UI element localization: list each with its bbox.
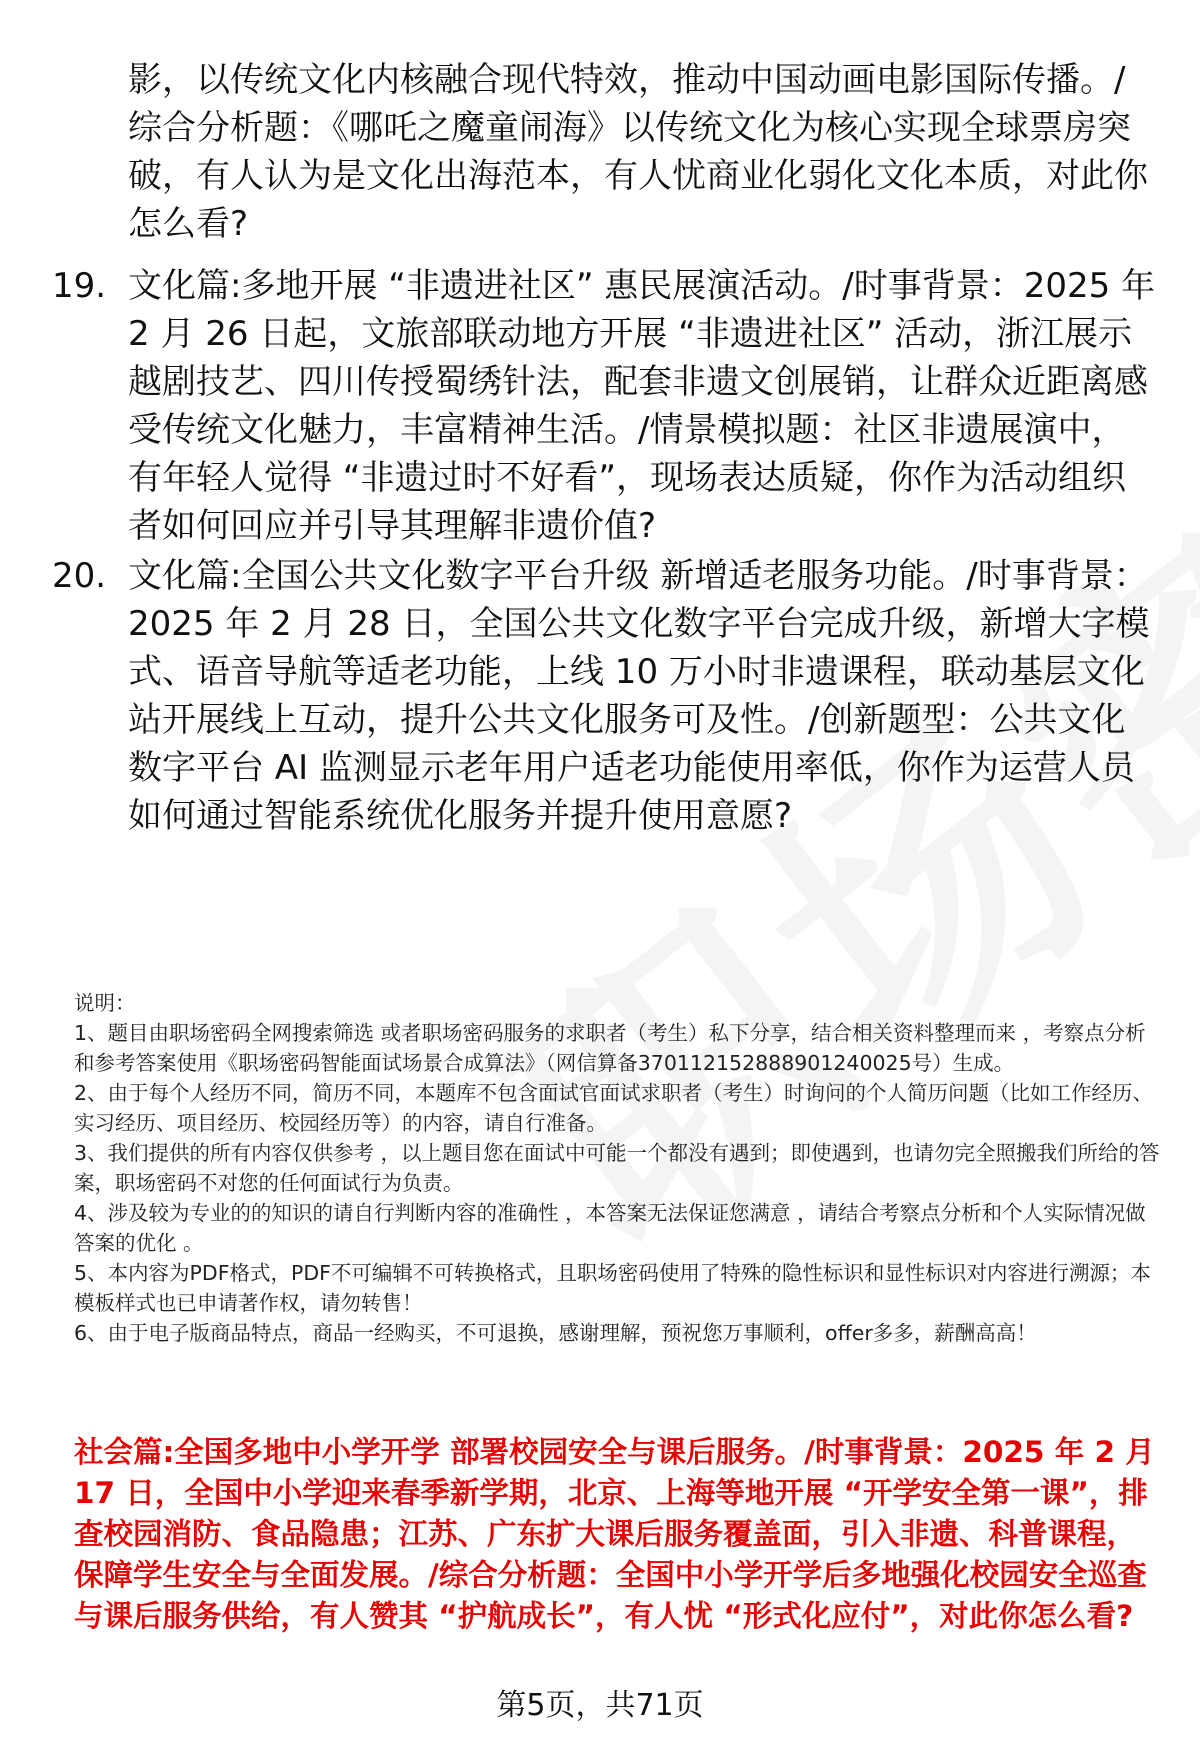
notes-item-5: 5、本内容为PDF格式，PDF不可编辑不可转换格式，且职场密码使用了特殊的隐性标识和显性标识对内容进行溯源；本模板样式也已申请著作权，请勿转售！ (74, 1261, 1151, 1315)
highlighted-question: 社会篇:全国多地中小学开学 部署校园安全与课后服务。/时事背景：2025 年 2 月 17 日，全国中小学迎来春季新学期，北京、上海等地开展 “开学安全第一课”，排查校园消防、食品隐患；江苏、广东扩大课后服务覆盖面，引入非遗、科普课程，保障学生安全与全面发展。/综合分析题：全国中小学开学后多地强化校园安全巡查与课后服务供给，有人赞其 “护航成长”，有人忧 “形式化应付”，对此你怎么看? (74, 1435, 1155, 1633)
notes-item-1: 1、题目由职场密码全网搜索筛选 或者职场密码服务的求职者（考生）私下分享，结合相关资料整理而来 ，考察点分析和参考答案使用《职场密码智能面试场景合成算法》（网信算备370112152888901240025号）生成。 (74, 1021, 1146, 1075)
notes-section (74, 988, 1164, 1348)
notes-title: 说明： (74, 991, 136, 1015)
question-19-text: 文化篇:多地开展 “非遗进社区” 惠民展演活动。/时事背景：2025 年 2 月 26 日起，文旅部联动地方开展 “非遗进社区” 活动，浙江展示越剧技艺、四川传授蜀绣针法，配套非遗文创展销，让群众近距离感受传统文化魅力，丰富精神生活。/情景模拟题：社区非遗展演中，有年轻人觉得 “非遗过时不好看”，现场表达质疑，你作为活动组织者如何回应并引导其理解非遗价值? (128, 266, 1156, 546)
continued-question-text: 影，以传统文化内核融合现代特效，推动中国动画电影国际传播。/综合分析题：《哪吒之魔童闹海》以传统文化为核心实现全球票房突破，有人认为是文化出海范本，有人忧商业化弱化文化本质，对此你怎么看? (128, 60, 1148, 244)
question-20-number: 20. (52, 556, 107, 596)
notes-item-4: 4、涉及较为专业的的知识的请自行判断内容的准确性 ，本答案无法保证您满意 ，请结合考察点分析和个人实际情况做答案的优化 。 (74, 1201, 1146, 1255)
question-20-text: 文化篇:全国公共文化数字平台升级 新增适老服务功能。/时事背景：2025 年 2 月 28 日，全国公共文化数字平台完成升级，新增大字模式、语音导航等适老功能，上线 10 万小时非遗课程，联动基层文化站开展线上互动，提升公共文化服务可及性。/创新题型：公共文化数字平台 AI 监测显示老年用户适老功能使用率低，你作为运营人员如何通过智能系统优化服务并提升使用意愿? (128, 556, 1150, 836)
page-number: 第5页，共71页 (496, 1688, 704, 1723)
notes-item-6: 6、由于电子版商品特点，商品一经购买，不可退换，感谢理解，预祝您万事顺利，offer多多，薪酬高高！ (74, 1321, 1037, 1345)
question-19-number: 19. (52, 266, 107, 306)
notes-item-3: 3、我们提供的所有内容仅供参考 ，以上题目您在面试中可能一个都没有遇到；即使遇到，也请勿完全照搬我们所给的答案，职场密码不对您的任何面试行为负责。 (74, 1141, 1160, 1195)
notes-item-2: 2、由于每个人经历不同，简历不同，本题库不包含面试官面试求职者（考生）时询问的个人简历问题（比如工作经历、实习经历、项目经历、校园经历等）的内容，请自行准备。 (74, 1081, 1154, 1135)
